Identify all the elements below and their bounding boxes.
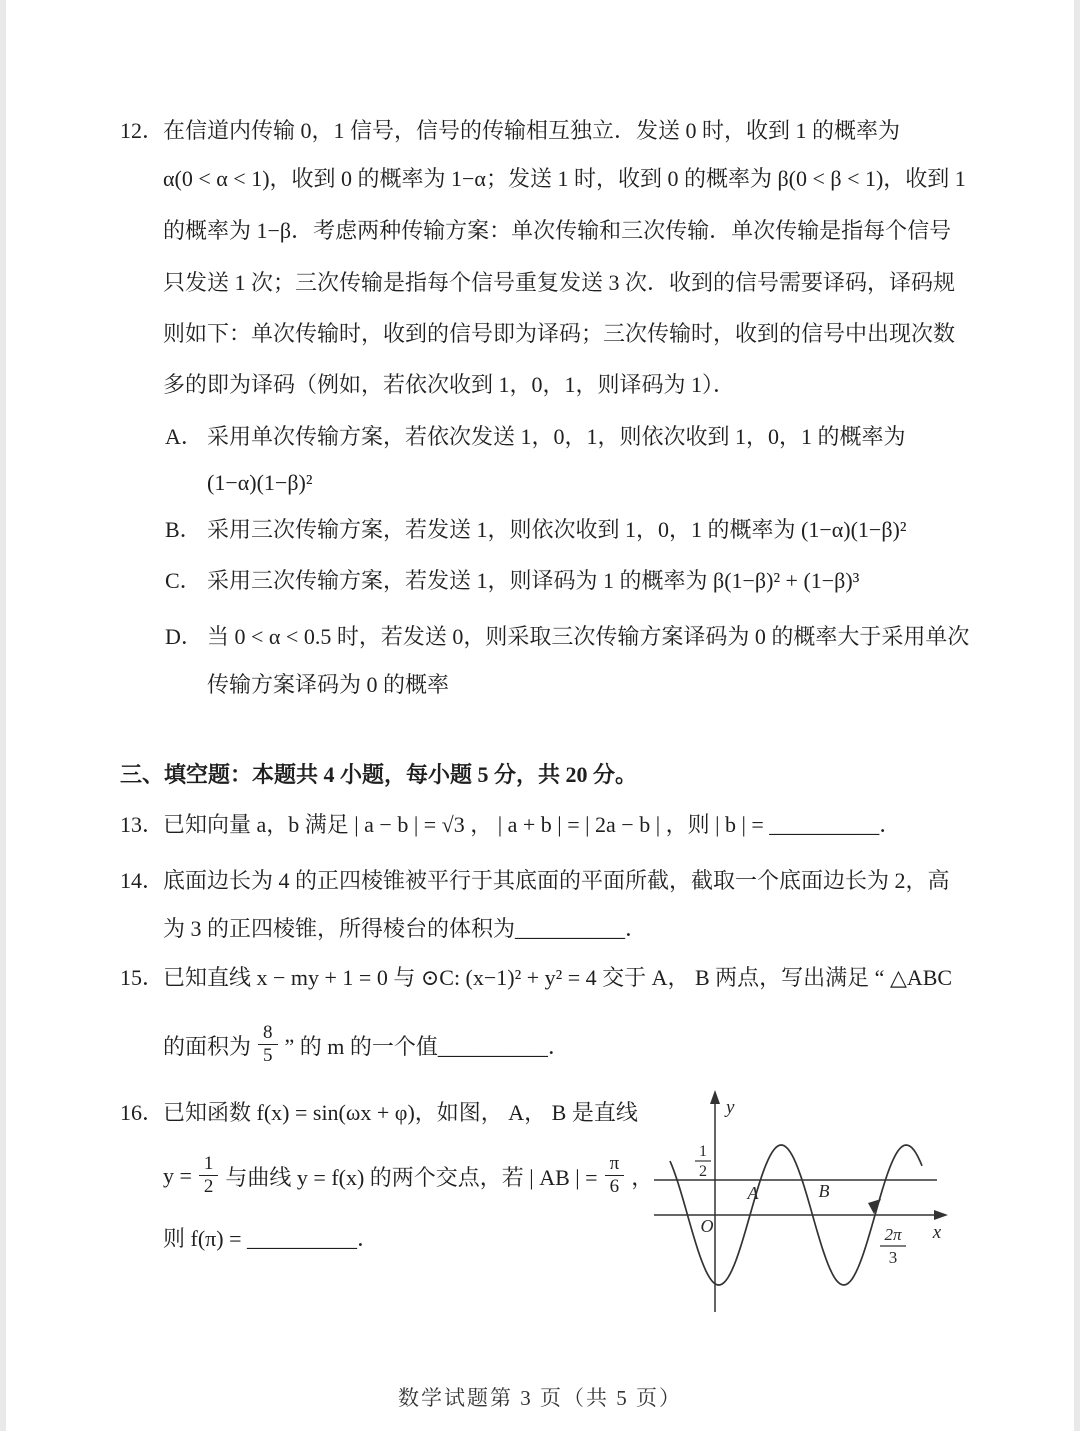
question-12-text-4: 只发送 1 次；三次传输是指每个信号重复发送 3 次．收到的信号需要译码，译码规 [163,270,956,295]
page-edge-left [0,0,6,1431]
question-16-text-3: 则 f(π) = __________． [163,1226,379,1251]
fraction-8-5-denominator: 5 [258,1044,278,1067]
question-12-line-3 [163,216,951,246]
two-pi-thirds-numerator: 2π [884,1225,902,1244]
question-16-text-1: 已知函数 f(x) = sin(ωx + φ)，如图， A， B 是直线 [163,1100,638,1125]
question-12-text-5: 则如下：单次传输时，收到的信号即为译码；三次传输时，收到的信号中出现次数 [163,321,956,346]
half-fraction-denominator: 2 [699,1163,707,1180]
question-14-line-1 [120,866,950,896]
question-16-line-3 [163,1224,379,1254]
question-15-line-2 [163,1012,570,1078]
page-footer-text: 数学试题第 3 页（共 5 页） [398,1386,682,1410]
fraction-pi-6-numerator: π [609,1153,620,1175]
section-3-header-text: 三、填空题：本题共 4 小题，每小题 5 分，共 20 分。 [120,762,638,787]
fraction-1-2 [199,1154,219,1198]
question-12-text-2: α(0 < α < 1)，收到 0 的概率为 1−α；发送 1 时，收到 0 的概率为 β(0 < β < 1)，收到 1 [163,166,966,191]
question-13 [120,810,901,840]
question-16-l2-mid: 与曲线 y = f(x) 的两个交点，若 | AB | = [225,1164,598,1190]
question-14-text-1: 底面边长为 4 的正四棱锥被平行于其底面的平面所截，截取一个底面边长为 2，高 [163,868,950,893]
y-axis-arrow-icon [710,1090,720,1104]
question-13-number: 13． [120,812,165,837]
question-12-number: 12． [120,118,165,143]
question-14-number: 14． [120,868,165,893]
two-pi-thirds-denominator: 3 [888,1248,898,1267]
curve-direction-arrow-icon [868,1199,881,1214]
question-16-l2-pre: y = [163,1163,192,1188]
question-15-line-1 [120,963,952,993]
x-axis-arrow-icon [934,1210,948,1220]
section-3-header [120,760,637,790]
fraction-pi-6 [605,1154,625,1198]
fraction-pi-6-denominator: 6 [605,1175,625,1198]
question-12-line-4 [163,268,955,298]
option-a-formula [207,468,312,498]
option-c-text: 采用三次传输方案，若发送 1，则译码为 1 的概率为 β(1−β)² + (1−β)³ [207,568,860,593]
question-14-line-2 [163,914,647,944]
question-12-text-6: 多的即为译码（例如，若依次收到 1，0，1，则译码为 1）． [163,372,736,397]
x-axis-label: x [932,1222,942,1243]
question-12-line-5 [163,319,955,349]
question-15-frac-pre: 的面积为 [163,1033,252,1059]
fraction-1-2-numerator: 1 [203,1153,214,1175]
question-12-line-1 [120,116,900,146]
point-b-label: B [818,1181,830,1201]
option-c-label: C． [165,568,202,593]
page-edge-right [1074,0,1080,1431]
sine-graph [640,1080,970,1320]
option-b-text: 采用三次传输方案，若发送 1，则依次收到 1，0，1 的概率为 (1−α)(1−β)² [207,517,907,542]
page-footer [0,1382,1080,1412]
option-a [165,422,906,452]
question-16-line-1 [120,1098,638,1128]
question-15-frac-post: ” 的 m 的一个值__________． [284,1033,570,1059]
half-fraction-numerator: 1 [699,1143,707,1160]
question-12-text-1: 在信道内传输 0，1 信号，信号的传输相互独立．发送 0 时，收到 1 的概率为 [163,118,901,143]
origin-label: O [700,1216,714,1236]
question-16-figure [640,1080,970,1320]
question-12-text-3: 的概率为 1−β．考虑两种传输方案：单次传输和三次传输．单次传输是指每个信号 [163,218,952,243]
question-12-line-6 [163,370,735,400]
option-d-label: D． [165,624,203,649]
fraction-8-5-numerator: 8 [263,1022,273,1044]
question-15-text-1: 已知直线 x − my + 1 = 0 与 ⊙C: (x−1)² + y² = 4 交于 A， B 两点，写出满足 “ △ABC [163,965,953,990]
option-d-line-2 [207,670,449,700]
option-a-label: A． [165,424,203,449]
option-d [165,622,969,652]
option-a-formula-text: (1−α)(1−β)² [207,470,313,495]
point-a-label: A [747,1183,759,1203]
option-d-text: 当 0 < α < 0.5 时，若发送 0，则采取三次传输方案译码为 0 的概率大于采用单次 [207,624,970,649]
option-c [165,566,859,596]
fraction-8-5 [258,1023,278,1067]
question-15-number: 15． [120,965,165,990]
option-b-label: B． [165,517,202,542]
option-d-text-2: 传输方案译码为 0 的概率 [207,672,450,697]
question-16-number: 16． [120,1100,165,1125]
option-b [165,515,906,545]
y-axis-label: y [726,1097,735,1118]
option-a-text: 采用单次传输方案，若依次发送 1，0，1，则依次收到 1，0，1 的概率为 [207,424,906,449]
question-16-l2-post: ， [631,1164,654,1190]
question-16-line-2 [163,1144,653,1208]
question-13-text: 已知向量 a，b 满足 | a − b | = √3 ， | a + b | = | 2a − b | ，则 | b | = __________． [163,812,902,837]
question-12-line-2 [163,164,966,194]
fraction-1-2-denominator: 2 [199,1175,219,1198]
question-14-text-2: 为 3 的正四棱锥，所得棱台的体积为__________． [163,916,648,941]
